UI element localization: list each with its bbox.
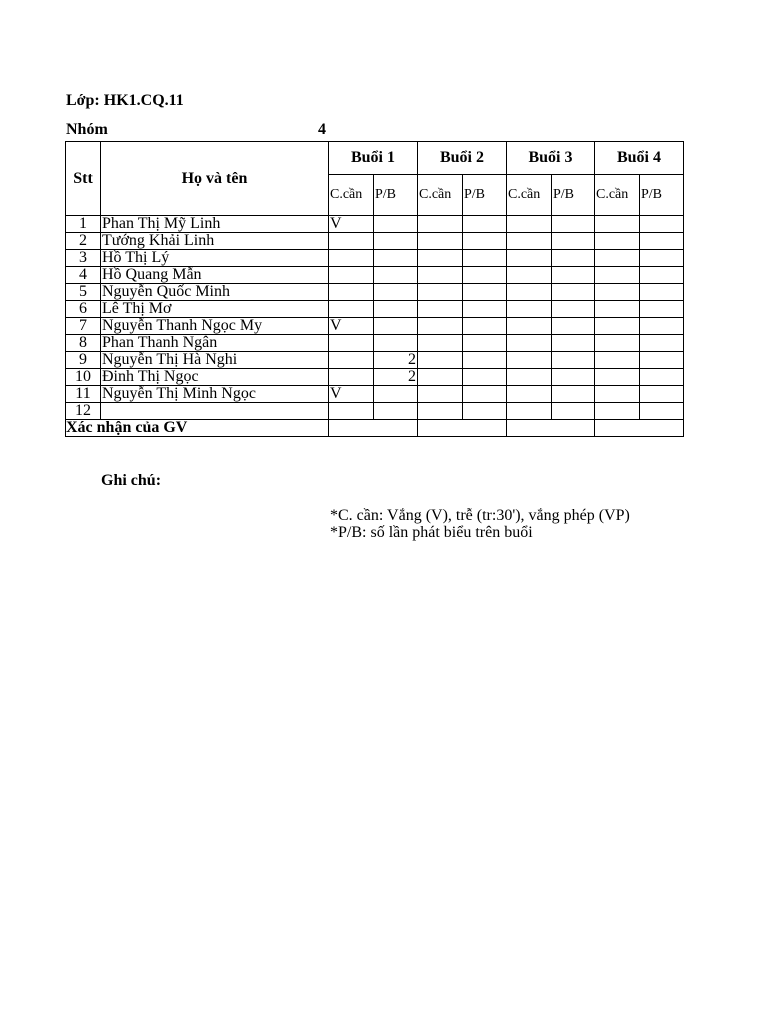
participation-cell (463, 301, 507, 318)
participation-cell (552, 403, 595, 420)
notes-title: Ghi chú: (101, 472, 162, 489)
note-line: *P/B: số lần phát biểu trên buổi (330, 524, 533, 541)
attendance-cell (418, 250, 463, 267)
student-name-cell: Tướng Khải Linh (101, 233, 329, 250)
participation-cell (552, 386, 595, 403)
attendance-cell: V (329, 386, 374, 403)
participation-cell (552, 301, 595, 318)
attendance-cell (329, 267, 374, 284)
attendance-cell (595, 284, 640, 301)
participation-cell (374, 233, 418, 250)
participation-cell (463, 233, 507, 250)
stt-cell: 4 (66, 267, 101, 284)
student-name-cell: Phan Thị Mỹ Linh (101, 216, 329, 233)
participation-cell (552, 335, 595, 352)
attendance-cell (418, 369, 463, 386)
attendance-cell (418, 352, 463, 369)
attendance-subheader: C.cần (329, 175, 374, 216)
participation-cell (374, 335, 418, 352)
student-name-cell: Nguyễn Thanh Ngọc My (101, 318, 329, 335)
attendance-cell (418, 216, 463, 233)
table-row (66, 335, 684, 352)
participation-cell (640, 403, 684, 420)
participation-cell (463, 369, 507, 386)
group-number: 4 (318, 121, 326, 138)
table-row (66, 318, 684, 335)
attendance-cell (595, 335, 640, 352)
stt-cell: 3 (66, 250, 101, 267)
attendance-cell (595, 403, 640, 420)
stt-cell: 7 (66, 318, 101, 335)
participation-cell (374, 216, 418, 233)
attendance-cell (418, 318, 463, 335)
attendance-cell: V (329, 216, 374, 233)
student-name-cell: Hồ Quang Mẫn (101, 267, 329, 284)
participation-cell: 2 (374, 352, 418, 369)
header-row-sessions (66, 142, 684, 175)
attendance-cell (507, 216, 552, 233)
participation-cell (463, 250, 507, 267)
participation-cell (552, 369, 595, 386)
table-row (66, 216, 684, 233)
table-row (66, 352, 684, 369)
teacher-confirmation-cell (595, 420, 684, 437)
table-row (66, 386, 684, 403)
student-name-cell: Hồ Thị Lý (101, 250, 329, 267)
participation-cell (552, 233, 595, 250)
participation-cell (374, 386, 418, 403)
attendance-subheader: C.cần (507, 175, 552, 216)
participation-cell (463, 352, 507, 369)
participation-cell (640, 216, 684, 233)
teacher-confirmation-cell (329, 420, 418, 437)
table-row (66, 369, 684, 386)
participation-cell (552, 250, 595, 267)
stt-cell: 12 (66, 403, 101, 420)
attendance-table (65, 141, 684, 437)
participation-cell (374, 318, 418, 335)
participation-cell (374, 403, 418, 420)
attendance-cell (329, 369, 374, 386)
stt-header: Stt (66, 142, 101, 216)
attendance-cell (418, 284, 463, 301)
attendance-cell (595, 352, 640, 369)
participation-cell (374, 284, 418, 301)
participation-cell (552, 216, 595, 233)
participation-cell: 2 (374, 369, 418, 386)
stt-cell: 8 (66, 335, 101, 352)
student-name-cell: Phan Thanh Ngân (101, 335, 329, 352)
attendance-cell (418, 335, 463, 352)
session-header: Buổi 2 (418, 142, 507, 175)
table-row (66, 250, 684, 267)
teacher-confirmation-cell (418, 420, 507, 437)
participation-cell (463, 284, 507, 301)
attendance-cell (507, 352, 552, 369)
attendance-subheader: C.cần (418, 175, 463, 216)
participation-cell (640, 335, 684, 352)
participation-cell (463, 335, 507, 352)
session-header: Buổi 3 (507, 142, 595, 175)
participation-cell (463, 403, 507, 420)
attendance-cell (507, 233, 552, 250)
table-row (66, 301, 684, 318)
attendance-cell (507, 386, 552, 403)
stt-cell: 9 (66, 352, 101, 369)
attendance-cell (329, 284, 374, 301)
attendance-cell (595, 267, 640, 284)
participation-subheader: P/B (640, 175, 684, 216)
participation-cell (640, 301, 684, 318)
attendance-cell (507, 301, 552, 318)
attendance-cell (595, 250, 640, 267)
attendance-cell (329, 352, 374, 369)
attendance-cell (329, 335, 374, 352)
session-header: Buổi 1 (329, 142, 418, 175)
participation-subheader: P/B (463, 175, 507, 216)
stt-cell: 1 (66, 216, 101, 233)
attendance-cell (418, 233, 463, 250)
participation-cell (640, 318, 684, 335)
attendance-cell (418, 386, 463, 403)
participation-cell (640, 284, 684, 301)
student-name-cell (101, 403, 329, 420)
attendance-cell (418, 267, 463, 284)
participation-cell (640, 233, 684, 250)
session-header: Buổi 4 (595, 142, 684, 175)
participation-cell (463, 216, 507, 233)
teacher-confirmation-label: Xác nhận của GV (66, 420, 329, 437)
participation-cell (552, 284, 595, 301)
table-row (66, 233, 684, 250)
participation-cell (640, 386, 684, 403)
attendance-cell (595, 233, 640, 250)
attendance-cell (595, 369, 640, 386)
group-label: Nhóm (66, 121, 108, 138)
attendance-cell (329, 301, 374, 318)
student-name-cell: Nguyễn Thị Hà Nghi (101, 352, 329, 369)
attendance-cell (507, 335, 552, 352)
attendance-cell (507, 403, 552, 420)
participation-cell (463, 386, 507, 403)
student-name-cell: Lê Thị Mơ (101, 301, 329, 318)
participation-cell (552, 318, 595, 335)
note-line: *C. cần: Vắng (V), trễ (tr:30'), vắng phép (VP) (330, 507, 630, 524)
attendance-cell (418, 403, 463, 420)
table-row (66, 267, 684, 284)
participation-cell (374, 250, 418, 267)
attendance-cell (507, 318, 552, 335)
confirm-row (66, 420, 684, 437)
table-row (66, 403, 684, 420)
attendance-cell (329, 250, 374, 267)
participation-cell (552, 267, 595, 284)
attendance-cell (507, 250, 552, 267)
stt-cell: 6 (66, 301, 101, 318)
participation-cell (463, 318, 507, 335)
participation-cell (374, 301, 418, 318)
attendance-cell (595, 318, 640, 335)
stt-cell: 11 (66, 386, 101, 403)
student-name-cell: Nguyễn Quốc Minh (101, 284, 329, 301)
participation-cell (640, 352, 684, 369)
attendance-cell (595, 301, 640, 318)
participation-cell (640, 267, 684, 284)
attendance-cell (595, 386, 640, 403)
attendance-cell: V (329, 318, 374, 335)
participation-cell (640, 250, 684, 267)
participation-subheader: P/B (552, 175, 595, 216)
participation-cell (374, 267, 418, 284)
stt-cell: 5 (66, 284, 101, 301)
student-name-cell: Nguyễn Thị Minh Ngọc (101, 386, 329, 403)
stt-cell: 2 (66, 233, 101, 250)
participation-cell (640, 369, 684, 386)
attendance-cell (507, 267, 552, 284)
attendance-subheader: C.cần (595, 175, 640, 216)
attendance-cell (329, 233, 374, 250)
teacher-confirmation-cell (507, 420, 595, 437)
student-name-cell: Đinh Thị Ngọc (101, 369, 329, 386)
attendance-cell (595, 216, 640, 233)
attendance-cell (418, 301, 463, 318)
attendance-cell (507, 369, 552, 386)
participation-subheader: P/B (374, 175, 418, 216)
attendance-cell (329, 403, 374, 420)
class-title: Lớp: HK1.CQ.11 (66, 92, 184, 109)
stt-cell: 10 (66, 369, 101, 386)
attendance-cell (507, 284, 552, 301)
participation-cell (552, 352, 595, 369)
participation-cell (463, 267, 507, 284)
name-header: Họ và tên (101, 142, 329, 216)
table-row (66, 284, 684, 301)
